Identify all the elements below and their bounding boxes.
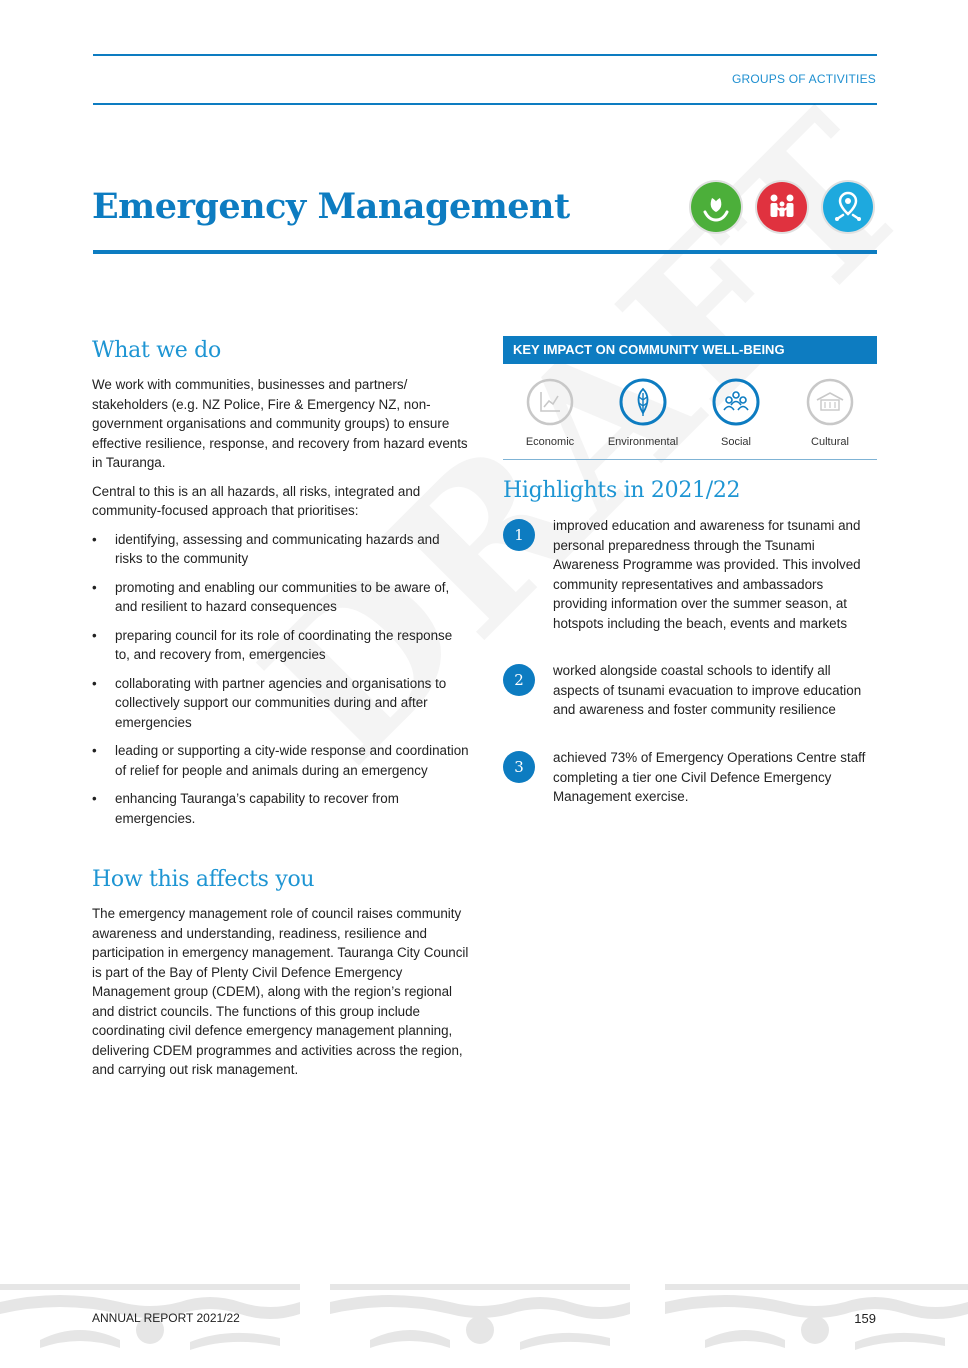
economic-label: Economic: [525, 436, 575, 448]
location-pin-icon: [823, 182, 873, 232]
highlight-text: achieved 73% of Emergency Operations Centre staff completing a tier one Civil Defence Emergency Management exercise.: [553, 750, 866, 804]
list-item: • leading or supporting a city-wide response and coordination of relief for people and animals during an emergency: [92, 743, 469, 778]
social-label: Social: [721, 436, 751, 448]
list-item: • enhancing Tauranga’s capability to recover from emergencies.: [92, 791, 399, 826]
bullet-icon: •: [92, 579, 97, 595]
bullet-icon: •: [92, 531, 97, 547]
report-name: ANNUAL REPORT 2021/22: [92, 1311, 240, 1325]
priorities-list: [92, 530, 470, 829]
bullet-icon: •: [92, 743, 97, 758]
list-item: • collaborating with partner agencies and organisations to collectively support our communities during and after emergencies: [92, 675, 447, 730]
highlight-number: 1: [503, 519, 535, 551]
bullet-icon: •: [92, 627, 97, 643]
list-item: • promoting and enabling our communities to be aware of, and resilient to hazard consequences: [92, 579, 450, 614]
section-label: GROUPS OF ACTIVITIES: [731, 72, 876, 86]
list-item: • preparing council for its role of coordinating the response to, and recovery from, emergencies: [92, 627, 453, 662]
bullet-icon: •: [92, 791, 97, 806]
marae-icon: [806, 378, 854, 426]
what-we-do-paragraph-1: We work with communities, businesses and partners/ stakeholders (e.g. NZ Police, Fire & Emergency NZ, non-government organisations and community groups) to ensure effective resilience, response, and recovery from hazard events in Tauranga.: [92, 377, 468, 470]
bullet-icon: •: [92, 675, 97, 691]
highlight-number: 2: [503, 664, 535, 696]
cultural-label: Cultural: [811, 436, 849, 448]
hands-leaf-icon: [691, 182, 741, 232]
header-bottom-rule: [93, 103, 877, 105]
key-impact-divider: [503, 459, 877, 460]
list-item: • identifying, assessing and communicating hazards and risks to the community: [92, 531, 440, 566]
page-number: 159: [854, 1311, 876, 1326]
family-icon: [757, 182, 807, 232]
page-title: Emergency Management: [92, 186, 570, 227]
highlight-text: worked alongside coastal schools to identify all aspects of tsunami evacuation to improve education and awareness and foster community resilience: [553, 663, 862, 717]
header-top-rule: [93, 54, 877, 56]
what-we-do-paragraph-2: Central to this is an all hazards, all risks, integrated and community-focused approach that prioritises:: [92, 483, 421, 518]
highlight-text: improved education and awareness for tsunami and personal preparedness through the Tsunami Awareness Programme was provided. This involved community representatives and ambassadors providing information over the summer season, at hotspots including the beach, events and markets: [553, 518, 861, 631]
key-impact-heading: KEY IMPACT ON COMMUNITY WELL-BEING: [503, 336, 877, 364]
what-we-do-heading: What we do: [92, 338, 221, 363]
how-this-affects-you-paragraph: The emergency management role of council raises community awareness and understanding, readiness, resilience and participation in emergency management. Tauranga City Council is part of the Bay of Plenty Civil Defence Emergency Management group (CDEM), along with the region’s regional and district councils. The functions of this group include coordinating civil defence emergency management planning, delivering CDEM programmes and activities across the region, and carrying out risk management.: [92, 906, 469, 1077]
title-underline: [93, 250, 877, 254]
environmental-label: Environmental: [607, 436, 679, 448]
how-this-affects-you-heading: How this affects you: [92, 867, 315, 892]
leaf-icon: [619, 378, 667, 426]
people-icon: [712, 378, 760, 426]
highlight-number: 3: [503, 751, 535, 783]
chart-line-icon: [526, 378, 574, 426]
highlights-heading: Highlights in 2021/22: [503, 478, 741, 503]
